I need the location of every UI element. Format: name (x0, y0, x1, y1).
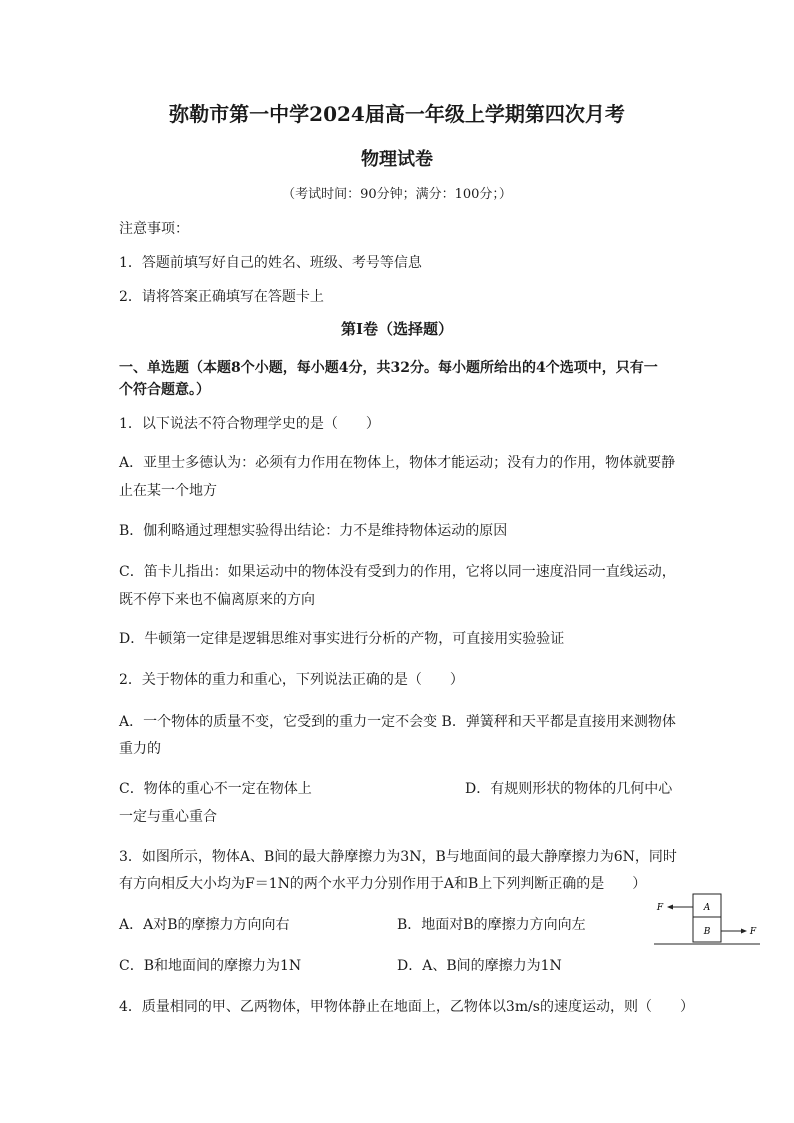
force-left-arrowhead (667, 905, 673, 910)
q3-option-b: B．地面对B的摩擦力方向向左 (397, 917, 586, 933)
section-title: 第I卷（选择题） (340, 320, 454, 338)
q1-option-b: B．伽利略通过理想实验得出结论：力不是维持物体运动的原因 (119, 523, 508, 539)
q2-option-ab-line2: 重力的 (119, 741, 161, 757)
force-right-arrowhead (741, 929, 747, 934)
part1-header-line2: 个符合题意。） (119, 382, 210, 398)
q3-option-c: C．B和地面间的摩擦力为1N (119, 958, 302, 974)
q1-option-a-line2: 止在某一个地方 (119, 483, 217, 499)
block-a-label: A (703, 903, 711, 913)
q2-stem: 2．关于物体的重力和重心，下列说法正确的是（ ） (119, 672, 464, 688)
part1-header-line1: 一、单选题（本题8个小题，每小题4分，共32分。每小题所给出的4个选项中，只有一 (119, 360, 658, 376)
block-b-label: B (703, 927, 711, 937)
exam-title: 弥勒市第一中学2024届高一年级上学期第四次月考 (169, 102, 625, 126)
q1-option-c-line1: C．笛卡儿指出：如果运动中的物体没有受到力的作用，它将以同一速度沿同一直线运动， (119, 564, 676, 580)
exam-info: （考试时间：90分钟；满分：100分；） (282, 187, 512, 202)
exam-subtitle: 物理试卷 (361, 149, 433, 170)
q2-option-c: C．物体的重心不一定在物体上 (119, 781, 312, 797)
note-item-2: 2．请将答案正确填写在答题卡上 (119, 289, 324, 305)
q3-stem-line2: 有方向相反大小均为F＝1N的两个水平力分别作用于A和B上下列判断正确的是 ） (119, 876, 647, 892)
q3-option-a: A．A对B的摩擦力方向向右 (119, 917, 290, 933)
q1-option-d: D．牛顿第一定律是逻辑思维对事实进行分析的产物，可直接用实验验证 (119, 631, 565, 647)
q1-option-c-line2: 既不停下来也不偏离原来的方向 (119, 592, 315, 608)
notes-header: 注意事项： (119, 221, 189, 237)
q1-option-a-line1: A．亚里士多德认为：必须有力作用在物体上，物体才能运动；没有力的作用，物体就要静 (119, 455, 676, 471)
q2-option-d-line2: 一定与重心重合 (119, 809, 217, 825)
q2-option-d-line1: D．有规则形状的物体的几何中心 (465, 781, 673, 797)
q3-figure (650, 888, 765, 956)
q3-stem-line1: 3．如图所示，物体A、B间的最大静摩擦力为3N，B与地面间的最大静摩擦力为6N，同时 (119, 849, 677, 865)
note-item-1: 1．答题前填写好自己的姓名、班级、考号等信息 (119, 255, 422, 271)
force-right-label: F (749, 927, 757, 937)
q4-stem: 4．质量相同的甲、乙两物体，甲物体静止在地面上，乙物体以3m/s的速度运动，则（ ） (119, 999, 694, 1015)
force-left-label: F (656, 903, 664, 913)
q3-option-d: D．A、B间的摩擦力为1N (397, 958, 562, 974)
q2-option-ab-line1: A．一个物体的质量不变，它受到的重力一定不会变 B．弹簧秤和天平都是直接用来测物体 (119, 714, 676, 730)
q1-stem: 1．以下说法不符合物理学史的是（ ） (119, 416, 380, 432)
